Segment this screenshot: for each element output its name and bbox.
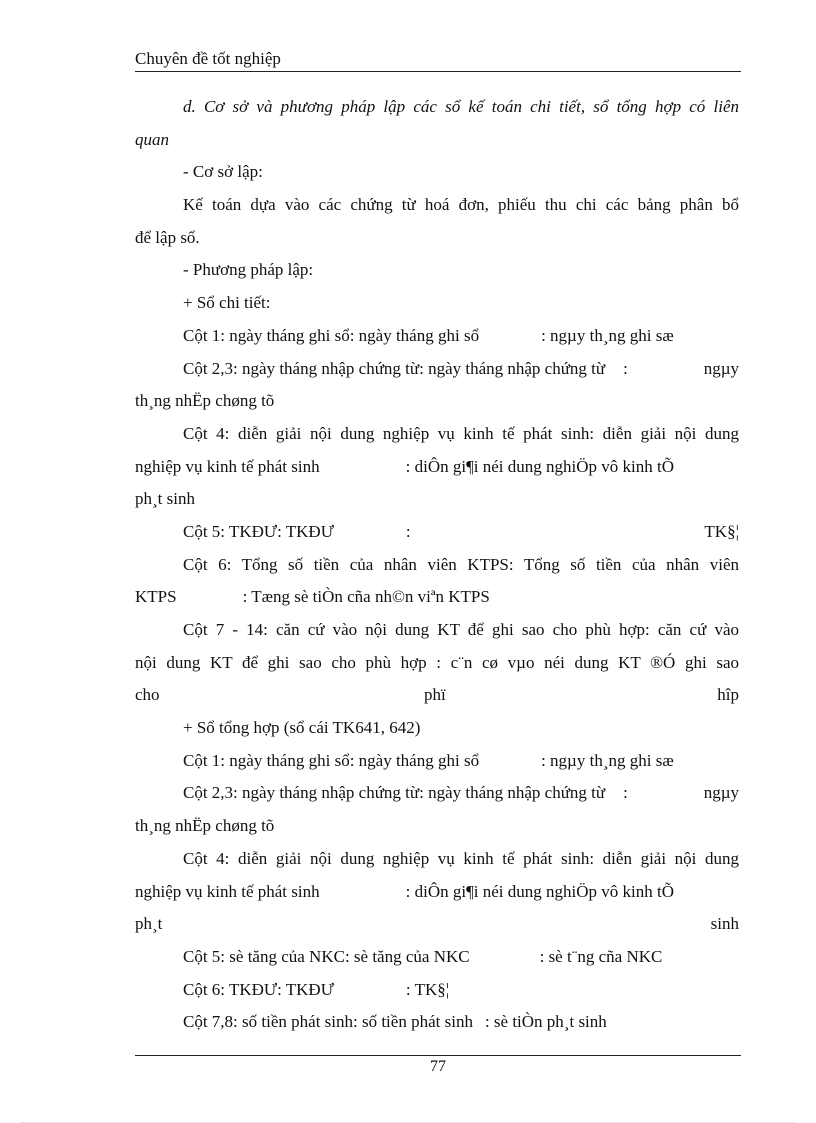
paragraph: nghiệp vụ kinh tế phát sinh : diÔn gi¶i néi dung nghiÖp vô kinh tÕ	[135, 881, 674, 901]
paragraph: ph¸t sinh	[135, 489, 195, 509]
paragraph: Cột 6: Tổng số tiền của nhân viên KTPS: Tổng số tiền của nhân viên	[183, 554, 739, 574]
paragraph: th¸ng nhËp chøng tõ	[135, 816, 275, 836]
header-title: Chuyên đề tốt nghiệp	[135, 49, 281, 68]
paragraph: Cột 1: ngày tháng ghi sổ: ngày tháng ghi sổ : ngµy th¸ng ghi sæ	[183, 325, 674, 345]
paragraph: th¸ng nhËp chøng tõ	[135, 391, 275, 411]
footer-divider	[135, 1055, 741, 1056]
paragraph: - Phương pháp lập:	[183, 260, 314, 280]
paragraph: để lập sổ.	[135, 227, 200, 247]
paragraph: + Sổ tổng hợp (sổ cái TK641, 642)	[183, 718, 421, 738]
paragraph: Cột 6: TKĐƯ: TKĐƯ : TK§¦	[183, 979, 450, 999]
document-body	[135, 94, 739, 1042]
paragraph: Cột 7 - 14: căn cứ vào nội dung KT để ghi sao cho phù hợp: căn cứ vào	[183, 620, 739, 639]
section-heading: d. Cơ sở và phương pháp lập các sổ kế toán chi tiết, sổ tổng hợp có liên	[183, 97, 739, 116]
paragraph: + Sổ chi tiết:	[183, 293, 271, 313]
paragraph: - Cơ sở lập:	[183, 162, 263, 182]
paragraph: cho phï hîp	[135, 685, 739, 705]
paragraph: Cột 2,3: ngày tháng nhập chứng từ: ngày tháng nhập chứng từ : ngµy	[183, 358, 739, 378]
paragraph: Cột 4: diễn giải nội dung nghiệp vụ kinh tế phát sinh: diễn giải nội dung	[183, 848, 739, 868]
paragraph: Cột 7,8: số tiền phát sinh: số tiền phát sinh : sè tiÒn ph¸t sinh	[183, 1012, 607, 1032]
page-header	[135, 48, 741, 72]
paragraph: nghiệp vụ kinh tế phát sinh : diÔn gi¶i néi dung nghiÖp vô kinh tÕ	[135, 456, 674, 476]
paragraph: Cột 5: sè tăng của NKC: sè tăng của NKC : sè t¨ng cña NKC	[183, 946, 663, 966]
paragraph: Cột 5: TKĐƯ: TKĐƯ : TK§¦	[183, 521, 739, 541]
paragraph: KTPS : Tæng sè tiÒn cña nh©n viªn KTPS	[135, 587, 490, 607]
paragraph: Cột 1: ngày tháng ghi sổ: ngày tháng ghi sổ : ngµy th¸ng ghi sæ	[183, 750, 674, 770]
paragraph: Cột 4: diễn giải nội dung nghiệp vụ kinh tế phát sinh: diễn giải nội dung	[183, 423, 739, 443]
page-number: 77	[430, 1058, 446, 1075]
section-heading-cont: quan	[135, 129, 169, 149]
paragraph: ph¸t sinh	[135, 914, 739, 934]
paragraph: nội dung KT để ghi sao cho phù hợp : c¨n cø vµo néi dung KT ®Ó ghi sao	[135, 652, 739, 672]
paragraph: Kế toán dựa vào các chứng từ hoá đơn, phiếu thu chi các bảng phân bổ	[183, 195, 739, 215]
paragraph: Cột 2,3: ngày tháng nhập chứng từ: ngày tháng nhập chứng từ : ngµy	[183, 783, 739, 803]
